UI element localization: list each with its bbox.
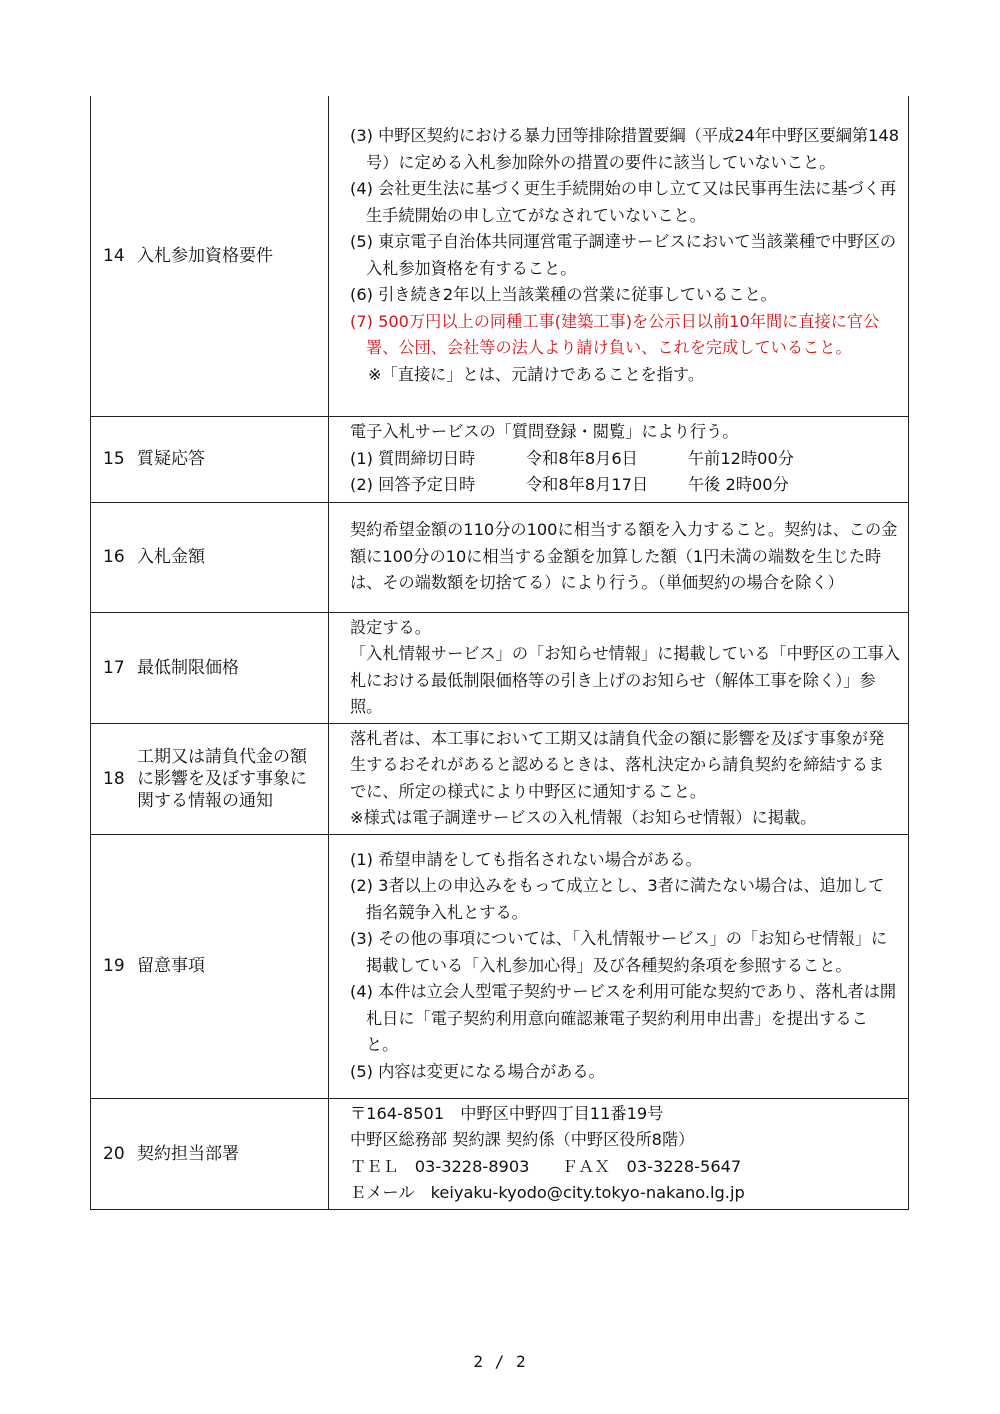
row-16 — [91, 502, 909, 612]
row-number: 19 — [103, 956, 125, 976]
row-label: 質疑応答 — [137, 449, 205, 469]
body-text: 「入札情報サービス」の「お知らせ情報」に掲載している「中野区の工事入札における最低制限価格等の引き上げのお知らせ（解体工事を除く）」参照。 — [350, 644, 900, 716]
row-14-label-cell — [91, 96, 329, 416]
requirements-table — [90, 96, 909, 1210]
phone-fax-line: ＴＥＬ 03-3228-8903 ＦＡＸ 03-3228-5647 — [350, 1156, 742, 1176]
row-15-label-cell — [91, 416, 329, 502]
row-label: 入札金額 — [137, 547, 205, 567]
row-label: 契約担当部署 — [137, 1143, 239, 1164]
highlighted-requirement: (7) 500万円以上の同種工事(建築工事)を公示日以前10年間に直接に官公署、公団、会社等の法人より請け負い、これを完成していること。 — [350, 311, 880, 358]
row-20-label-cell — [91, 1098, 329, 1209]
list-item: (3) 中野区契約における暴力団等排除措置要綱（平成24年中野区要綱第148号）に定める入札参加除外の措置の要件に該当していないこと。 — [350, 126, 900, 172]
body-text: 契約希望金額の110分の100に相当する額を入力すること。契約は、この金額に100分の10に相当する金額を加算した額（1円未満の端数を生じた時は、その端数額を切捨てる）により行う。（単価契約の場合を除く） — [350, 520, 898, 593]
schedule-label: (1) 質問締切日時 — [350, 448, 476, 468]
row-15 — [91, 416, 909, 502]
list-item: (1) 希望申請をしても指名されない場合がある。 — [350, 849, 702, 869]
body-text: 設定する。 — [350, 617, 431, 637]
list-item: (2) 3者以上の申込みをもって成立とし、3者に満たない場合は、追加して指名競争入札とする。 — [350, 876, 885, 922]
row-17-label-cell — [91, 612, 329, 723]
schedule-date: 令和8年8月17日 — [526, 475, 649, 495]
list-item: (3) その他の事項については、「入札情報サービス」の「お知らせ情報」に掲載している「入札参加心得」及び各種契約条項を参照すること。 — [350, 929, 888, 975]
department-line: 中野区総務部 契約課 契約係（中野区役所8階） — [350, 1130, 695, 1149]
list-item: (6) 引き続き2年以上当該業種の営業に従事していること。 — [350, 285, 777, 305]
row-19-label-cell — [91, 834, 329, 1098]
row-20-content-cell — [329, 1098, 909, 1209]
row-15-content-cell — [329, 416, 909, 502]
email-line: Ｅメール keiyaku-kyodo@city.tokyo-nakano.lg.jp — [350, 1183, 745, 1202]
list-item: (5) 内容は変更になる場合がある。 — [350, 1061, 605, 1081]
row-number: 20 — [103, 1143, 125, 1164]
address-line: 〒164-8501 中野区中野四丁目11番19号 — [350, 1103, 664, 1123]
schedule-date: 令和8年8月6日 — [526, 448, 638, 468]
schedule-time: 午前12時00分 — [688, 448, 794, 468]
row-18 — [91, 723, 909, 834]
row-14-content-cell — [329, 96, 909, 416]
note: ※「直接に」とは、元請けであることを指す。 — [368, 364, 705, 384]
row-16-label-cell — [91, 502, 329, 612]
row-17-content-cell — [329, 612, 909, 723]
list-item: (4) 会社更生法に基づく更生手続開始の申し立て又は民事再生法に基づく再生手続開始の申し立てがなされていないこと。 — [350, 179, 897, 225]
row-label: 工期又は請負代金の額に影響を及ぼす事象に関する情報の通知 — [137, 746, 307, 811]
row-20 — [91, 1098, 909, 1209]
body-text: 落札者は、本工事において工期又は請負代金の額に影響を及ぼす事象が発生するおそれがあると認めるときは、落札決定から請負契約を締結するまでに、所定の様式により中野区に通知すること。 — [350, 728, 885, 801]
row-number: 17 — [103, 657, 125, 678]
schedule-line — [350, 472, 900, 499]
row-18-content-cell — [329, 723, 909, 834]
row-14 — [91, 96, 909, 416]
note: ※様式は電子調達サービスの入札情報（お知らせ情報）に掲載。 — [350, 808, 817, 827]
row-16-content-cell — [329, 502, 909, 612]
list-item: (4) 本件は立会人型電子契約サービスを利用可能な契約であり、落札者は開札日に「電子契約利用意向確認兼電子契約利用申出書」を提出すること。 — [350, 982, 897, 1055]
row-17 — [91, 612, 909, 723]
row-number: 18 — [103, 768, 125, 789]
row-number: 14 — [103, 245, 125, 266]
row-label: 最低制限価格 — [137, 657, 239, 678]
schedule-line — [350, 446, 900, 473]
row-19-content-cell — [329, 834, 909, 1098]
row-label: 入札参加資格要件 — [137, 245, 273, 266]
row-19 — [91, 834, 909, 1098]
schedule-time: 午後 2時00分 — [688, 475, 789, 495]
row-18-label-cell — [91, 723, 329, 834]
list-item: (5) 東京電子自治体共同運営電子調達サービスにおいて当該業種で中野区の入札参加資格を有すること。 — [350, 232, 897, 278]
intro-text: 電子入札サービスの「質問登録・閲覧」により行う。 — [350, 422, 739, 442]
row-number: 16 — [103, 547, 125, 567]
row-number: 15 — [103, 449, 125, 469]
schedule-label: (2) 回答予定日時 — [350, 475, 476, 495]
page-number: 2 / 2 — [473, 1352, 527, 1371]
row-label: 留意事項 — [137, 956, 205, 976]
